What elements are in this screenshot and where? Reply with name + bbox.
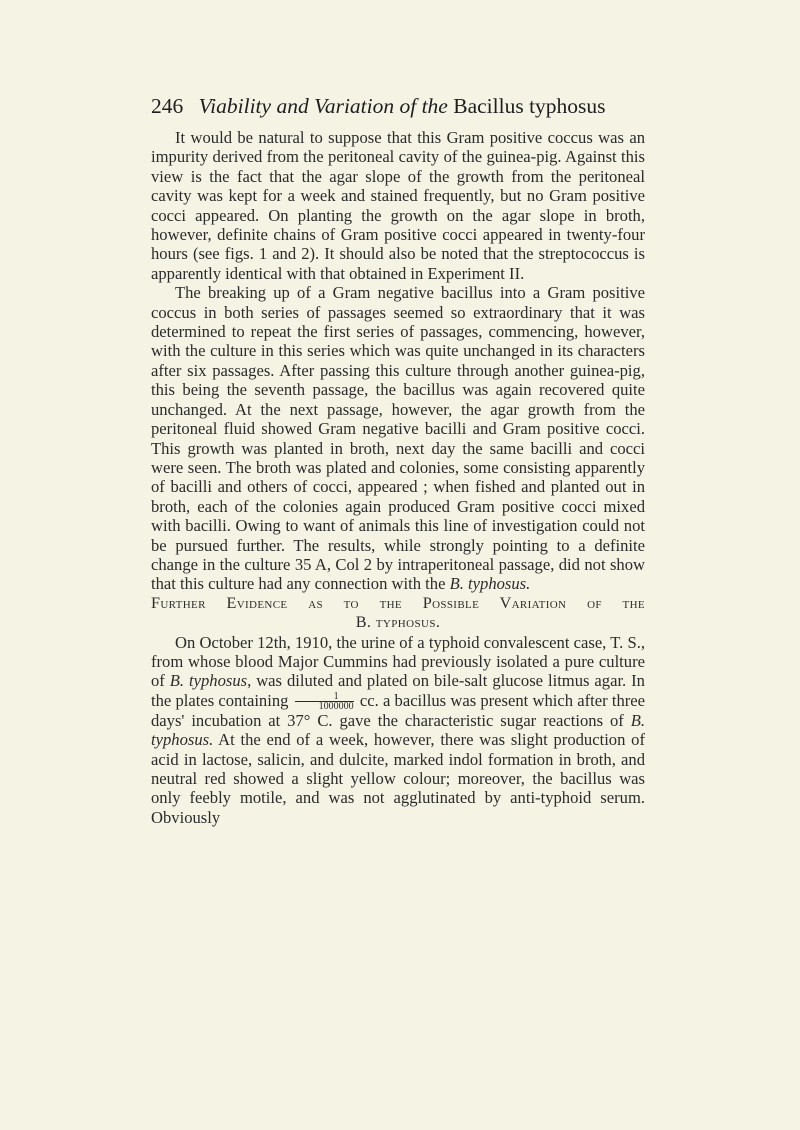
fraction-denominator: 1000000 [318,700,354,712]
section-heading [151,594,645,633]
page-number: 246 [151,94,184,118]
paragraph-3-text-a: On October 12th, 1910, the urine of a typhoid convalescent case, T. S., from whose blood Major Cummins had previously isolated a pure culture of [151,632,645,691]
paragraph-2-text: The breaking up of a Gram negative bacillus into a Gram positive coccus in both series of passages seemed so extraordinary that it was determined to repeat the first series of passages, commencing, however, with the culture in this series which was quite unchanged in its characters after six passages. After passing this culture through another guinea-pig, this being the seventh passage, the bacillus was again recovered quite unchanged. At the next passage, however, the agar growth from the peritoneal fluid showed Gram negative bacilli and Gram positive cocci. This growth was planted in broth, next day the same bacilli and cocci were seen. The broth was plated and colonies, some consisting apparently of bacilli and others of cocci, appeared ; when fished and planted out in broth, each of the colonies again produced Gram positive cocci mixed with bacilli. Owing to want of animals this line of investigation could not be pursued further. The results, while strongly pointing to a definite change in the culture 35 A, Col 2 by intraperitoneal passage, did not show that this culture had any connection with the [151,283,645,594]
header-title-italic: Viability and Variation of the [198,94,448,118]
species-name-2: B. typhosus. [151,710,645,750]
section-heading-line1: Further Evidence as to the Possible Variation of the [151,593,645,612]
body-text [151,128,645,827]
section-heading-line2: B. typhosus. [355,613,441,632]
paragraph-3 [151,633,645,828]
fraction-numerator: 1 [295,692,354,702]
paragraph-3-text-b: was diluted and plated on bile-salt glucose litmus agar. In the plates containing [151,671,645,710]
paragraph-2 [151,283,645,594]
running-header [151,94,671,119]
species-name: B. typhosus. [449,574,531,594]
paragraph-1: It would be natural to suppose that this Gram positive coccus was an impurity derived from the peritoneal cavity of the guinea-pig. Against this view is the fact that the agar slope of the growth from the peritoneal cavity was kept for a week and stained frequently, but no Gram positive cocci appeared. On planting the growth on the agar slope in broth, however, definite chains of Gram positive cocci appeared in twenty-four hours (see figs. 1 and 2). It should also be noted that the streptococcus is apparently identical with that obtained in Experiment II. [151,128,645,283]
paragraph-3-text-d: At the end of a week, however, there was slight production of acid in lactose, salicin, and dulcite, marked indol formation in broth, and neutral red showed a slight yellow colour; moreover, the bacillus was only feebly motile, and was not agglutinated by anti-typhoid serum. Obviously [151,730,645,827]
species-name-1: B. typhosus, [169,671,252,691]
fraction [295,692,354,711]
paragraph-3-text-c: cc. a bacillus was present which after three days' incubation at 37° C. gave the characteristic sugar reactions of [151,690,645,730]
header-title-species: Bacillus typhosus [453,94,606,118]
